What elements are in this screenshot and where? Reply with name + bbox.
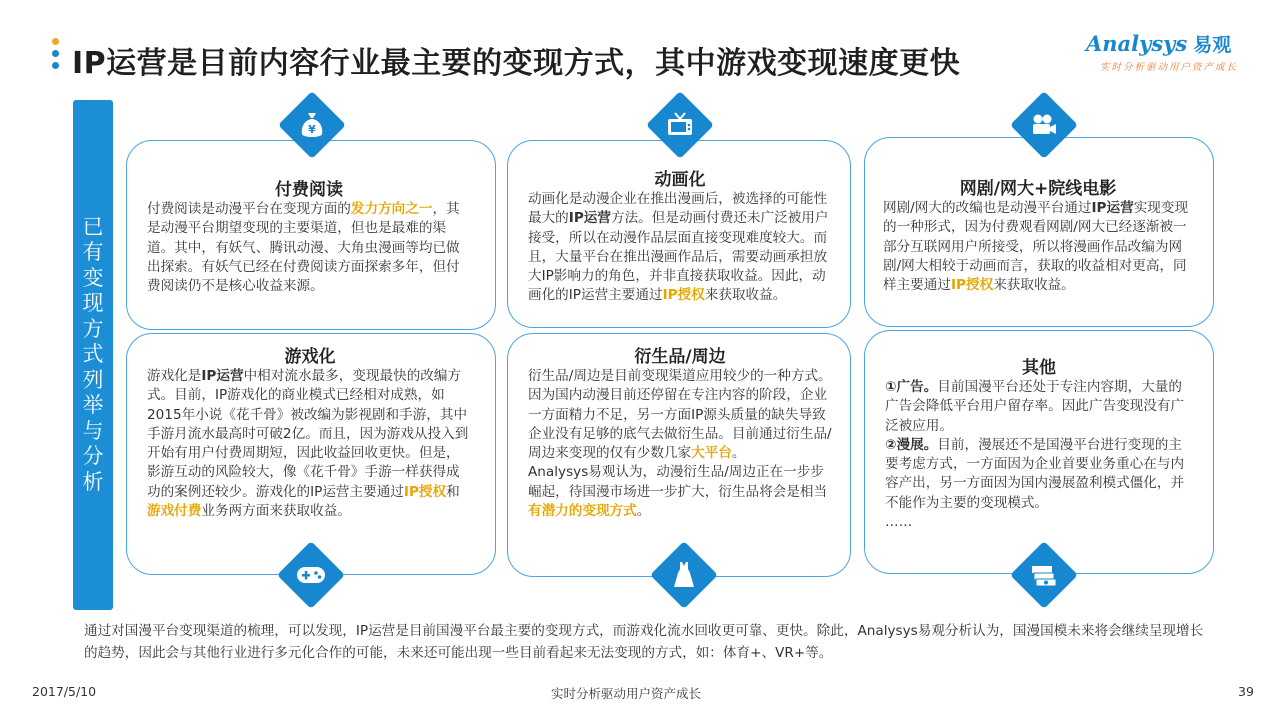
card-title: 动画化 (654, 170, 706, 190)
card-text: 网剧/网大的改编也是动漫平台通过 (883, 200, 1092, 216)
footer-slogan: 实时分析驱动用户资产成长 (551, 686, 702, 701)
title-dot-3 (52, 62, 59, 69)
sidebar-char: 列 (82, 367, 104, 392)
card-animation (507, 140, 851, 328)
card-text: 衍生品/周边是目前变现渠道应用较少的一种方式。因为国内动漫目前还停留在专注内容的阶段，企业一方面精力不足，另一方面IP源头质量的缺失导致企业没有足够的底气去做衍生品。目前通过衍生品/周边来变现的仅有少数几家 (528, 368, 832, 462)
card-text: 方法。但是动画付费还未广泛被用户接受，所以在动漫作品层面直接变现难度较大。而且，大量平台在推出漫画作品后，需要动画承担放大IP影响力的角色，并非直接获取收益。因此，动画化的IP运营主要通过 (528, 210, 829, 304)
card-title: 游戏化 (284, 347, 336, 367)
card-body (147, 200, 471, 296)
cash-stack-icon (1020, 551, 1068, 599)
sidebar-char: 举 (82, 393, 104, 418)
card-highlight: IP授权 (662, 287, 705, 304)
movie-camera-icon (1020, 101, 1068, 149)
gamepad-icon (287, 551, 335, 599)
card-body (147, 367, 473, 521)
title-dot-1 (52, 38, 59, 45)
logo-cn: 易观 (1193, 34, 1232, 56)
sidebar-char: 变 (82, 265, 104, 290)
card-highlight: IP授权 (403, 483, 447, 500)
card-text: 业务两方面来获取收益。 (201, 503, 351, 520)
card-bold: ②漫展。 (885, 436, 938, 453)
card-web-drama-film (864, 137, 1214, 327)
card-body (528, 190, 832, 306)
card-text: 。 (731, 445, 746, 462)
logo-brand: Analysys (1086, 31, 1188, 56)
card-text: 游戏化是 (147, 368, 202, 384)
title-dot-2 (52, 50, 59, 57)
card-text: 实现变现的一种形式，因为付费观看网剧/网大已经逐渐被一部分互联网用户所接受，所以将漫画作品改编为网剧/网大相较于动画而言，获取的收益相对更高，同样主要通过 (883, 200, 1189, 294)
sidebar-char: 析 (82, 469, 104, 494)
card-text: Analysys易观认为，动漫衍生品/周边正在一步步崛起，待国漫市场进一步扩大，衍生品将会是相当 (528, 464, 828, 500)
card-bold: ①广告。 (885, 379, 938, 395)
analysys-logo (1086, 30, 1256, 80)
card-bold: IP运营 (1091, 200, 1134, 216)
money-bag-icon (288, 101, 336, 149)
card-text: 来获取收益。 (704, 287, 787, 304)
card-bold: IP运营 (568, 210, 611, 227)
sidebar-char: 有 (82, 240, 104, 265)
card-highlight: 大平台 (691, 445, 732, 462)
card-text: 目前，漫展还不是国漫平台进行变现的主要考虑方式，一方面因为企业首要业务重心在与内容产出，另一方面因为国内漫展盈利模式僵化，并不能作为主要的变现模式。 (885, 436, 1185, 511)
card-body (885, 378, 1193, 532)
card-paid-reading (126, 140, 496, 330)
card-text: …… (885, 514, 913, 531)
card-highlight: IP授权 (950, 277, 994, 294)
card-body (883, 199, 1193, 295)
svg-text:¥: ¥ (308, 123, 316, 136)
sidebar-label (73, 100, 113, 610)
sidebar-char: 方 (82, 316, 104, 341)
sidebar-char: 已 (82, 214, 104, 239)
page-number: 39 (1238, 684, 1254, 699)
card-other (864, 330, 1214, 574)
summary-text: 通过对国漫平台变现渠道的梳理，可以发现，IP运营是目前国漫平台最主要的变现方式，而游戏化流水回收更可靠、更快。除此，Analysys易观分析认为，国漫国模未来将会继续呈现增长的趋势，因此会与其他行业进行多元化合作的可能，未来还可能出现一些目前看起来无法变现的方式，如：体育+、VR+等。 (84, 623, 1204, 661)
card-text: 中相对流水最多，变现最快的改编方式。目前，IP游戏化的商业模式已经相对成熟，如2015年小说《花千骨》被改编为影视剧和手游，其中手游月流水最高时可破2亿。而且，因为游戏从投入到开始有用户付费周期短，因此收益回收更快。但是，影游互动的风险较大，像《花千骨》手游一样获得成功的案例还较少。游戏化的IP运营主要通过 (147, 368, 469, 500)
title-dots (52, 38, 60, 74)
sidebar-char: 式 (82, 342, 104, 367)
card-title: 衍生品/周边 (634, 347, 726, 367)
card-text: 付费阅读是动漫平台在变现方面的 (147, 201, 351, 217)
card-title: 其他 (1022, 358, 1056, 378)
card-bold: IP运营 (201, 368, 244, 384)
card-highlight: 有潜力的变现方式 (528, 503, 637, 520)
card-merchandise (507, 333, 851, 577)
card-title: 网剧/网大+院线电影 (959, 179, 1117, 199)
footer-date: 2017/5/10 (32, 684, 97, 699)
sidebar-char: 分 (82, 444, 104, 469)
tv-icon (656, 101, 704, 149)
card-gamification (126, 333, 496, 575)
card-text: ，其是动漫平台期望变现的主要渠道，但也是最难的渠道。其中，有妖气、腾讯动漫、大角虫漫画等均已做出探索。有妖气已经在付费阅读方面探索多年，但付费阅读仍不是核心收益来源。 (147, 201, 460, 295)
dress-icon (660, 551, 708, 599)
card-text: 。 (636, 503, 651, 520)
card-text: 目前国漫平台还处于专注内容期，大量的广告会降低平台用户留存率。因此广告变现没有广泛被应用。 (885, 379, 1185, 434)
card-text: 和 (446, 483, 460, 500)
sidebar-char: 与 (82, 418, 104, 443)
card-highlight: 发力方向之一 (350, 201, 433, 217)
page-title: IP运营是目前内容行业最主要的变现方式，其中游戏变现速度更快 (72, 46, 961, 81)
card-highlight: 游戏付费 (147, 503, 202, 520)
sidebar-char: 现 (82, 291, 104, 316)
card-title: 付费阅读 (275, 180, 343, 200)
card-text: 来获取收益。 (993, 277, 1075, 294)
card-text: 动画化是动漫企业在推出漫画后，被选择的可能性最大的 (528, 191, 828, 227)
logo-slogan: 实时分析驱动用户资产成长 (1100, 62, 1239, 73)
card-body (528, 367, 832, 521)
